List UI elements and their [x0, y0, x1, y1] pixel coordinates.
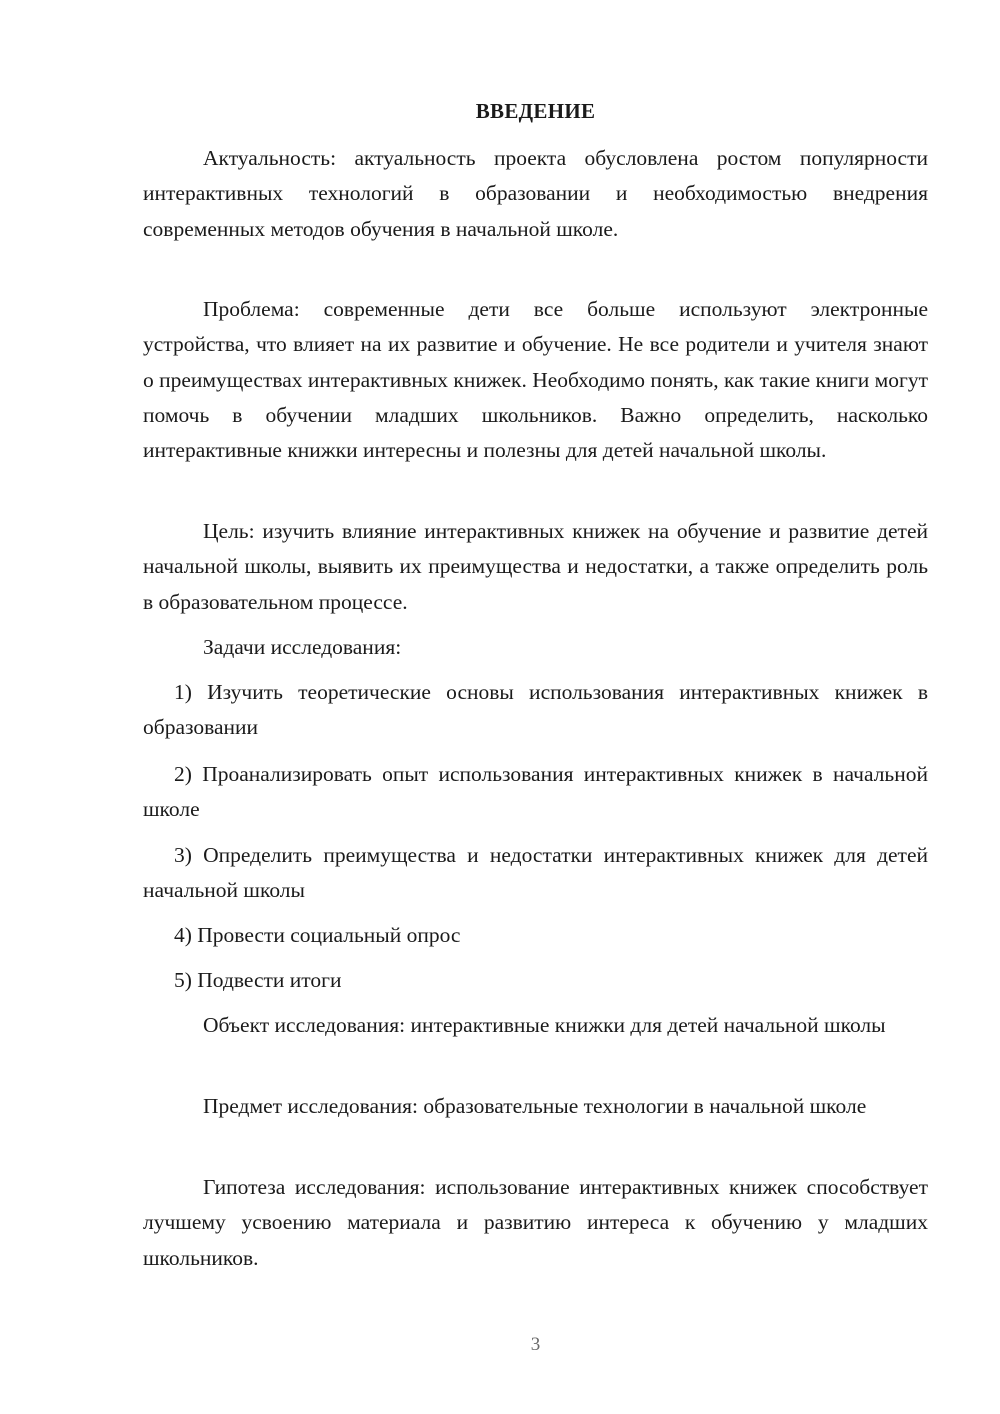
relevance-paragraph: Актуальность: актуальность проекта обусловлена ростом популярности интерактивных технологий в образовании и необходимостью внедрения современных методов обучения в начальной школе.: [143, 146, 928, 241]
task-item-1: 1) Изучить теоретические основы использования интерактивных книжек в образовании: [143, 680, 928, 740]
subject-paragraph: Предмет исследования: образовательные технологии в начальной школе: [203, 1094, 867, 1118]
problem-paragraph: Проблема: современные дети все больше используют электронные устройства, что влияет на их развитие и обучение. Не все родители и учителя знают о преимуществах интерактивных книжек. Необходимо понять, как такие книги могут помочь в обучении младших школьников. Важно определить, насколько интерактивные книжки интересны и полезны для детей начальной школы.: [143, 297, 929, 463]
tasks-heading: Задачи исследования:: [203, 635, 402, 659]
page-title: ВВЕДЕНИЕ: [475, 99, 596, 123]
task-item-5: 5) Подвести итоги: [174, 968, 342, 992]
task-item-4: 4) Провести социальный опрос: [174, 923, 461, 947]
task-item-2: 2) Проанализировать опыт использования интерактивных книжек в начальной школе: [143, 762, 928, 822]
task-item-3: 3) Определить преимущества и недостатки интерактивных книжек для детей начальной школы: [143, 843, 928, 903]
page-number: 3: [530, 1334, 541, 1355]
goal-paragraph: Цель: изучить влияние интерактивных книжек на обучение и развитие детей начальной школы, выявить их преимущества и недостатки, а также определить роль в образовательном процессе.: [143, 519, 928, 614]
hypothesis-paragraph: Гипотеза исследования: использование интерактивных книжек способствует лучшему усвоению материала и развитию интереса к обучению у младших школьников.: [143, 1175, 928, 1270]
object-paragraph: Объект исследования: интерактивные книжки для детей начальной школы: [203, 1013, 886, 1037]
